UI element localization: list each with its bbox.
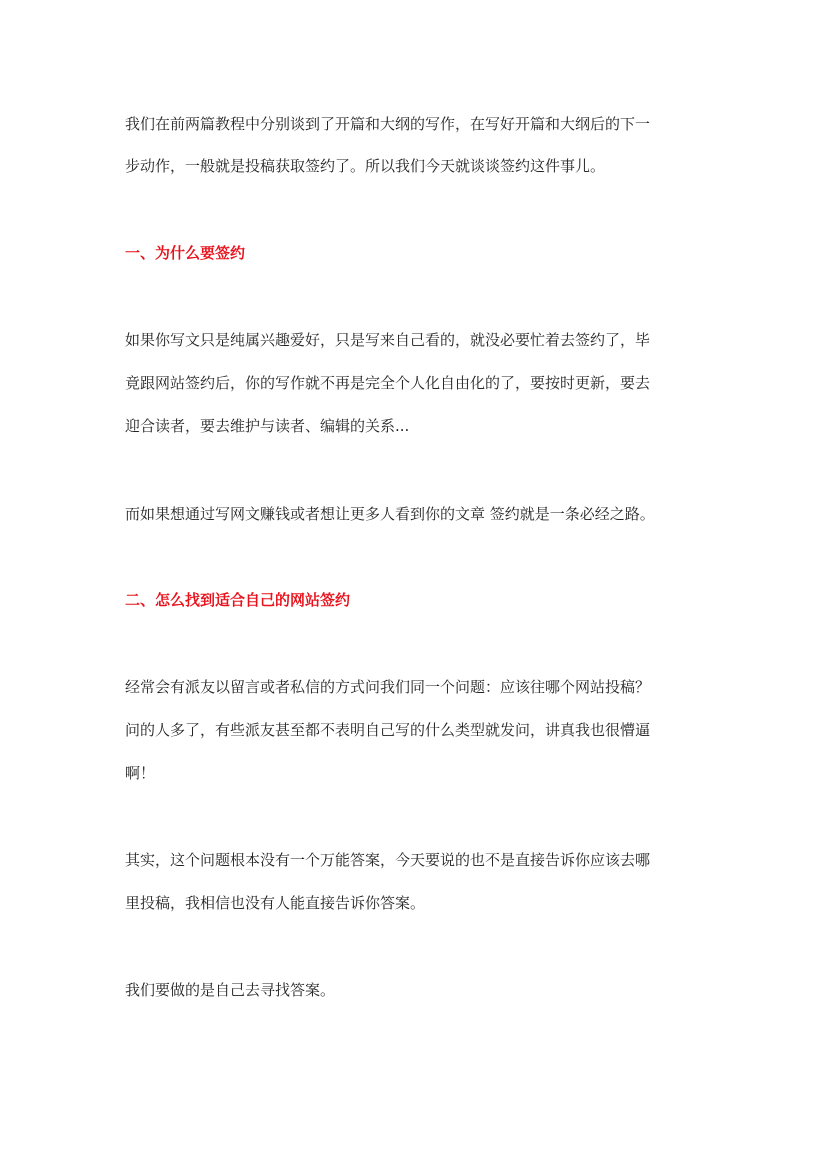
section-2-heading: 二、怎么找到适合自己的网站签约 xyxy=(125,591,351,609)
section-2-para-1-line-3: 啊！ xyxy=(125,764,156,782)
section-1-para-2-line-1: 而如果想通过写网文赚钱或者想让更多人看到你的文章 签约就是一条必经之路。 xyxy=(125,505,655,523)
intro-line-2: 步动作，一般就是投稿获取签约了。所以我们今天就谈谈签约这件事儿。 xyxy=(125,157,606,175)
section-2-para-3-line-1: 我们要做的是自己去寻找答案。 xyxy=(125,981,336,999)
section-2-para-1-line-2: 问的人多了，有些派友甚至都不表明自己写的什么类型就发问，讲真我也很懵逼 xyxy=(125,721,651,739)
section-1-para-1-line-2: 竟跟网站签约后，你的写作就不再是完全个人化自由化的了，要按时更新，要去 xyxy=(125,374,651,392)
intro-line-1: 我们在前两篇教程中分别谈到了开篇和大纲的写作，在写好开篇和大纲后的下一 xyxy=(125,115,651,133)
section-2-para-2-line-1: 其实，这个问题根本没有一个万能答案，今天要说的也不是直接告诉你应该去哪 xyxy=(125,851,651,869)
section-1-para-1-line-1: 如果你写文只是纯属兴趣爱好，只是写来自己看的，就没必要忙着去签约了，毕 xyxy=(125,331,651,349)
section-2-para-1-line-1: 经常会有派友以留言或者私信的方式问我们同一个问题：应该往哪个网站投稿？ xyxy=(125,678,651,696)
section-1-para-1-line-3: 迎合读者，要去维护与读者、编辑的关系... xyxy=(125,417,410,435)
section-2-para-2-line-2: 里投稿，我相信也没有人能直接告诉你答案。 xyxy=(125,894,426,912)
section-1-heading: 一、为什么要签约 xyxy=(125,244,246,262)
